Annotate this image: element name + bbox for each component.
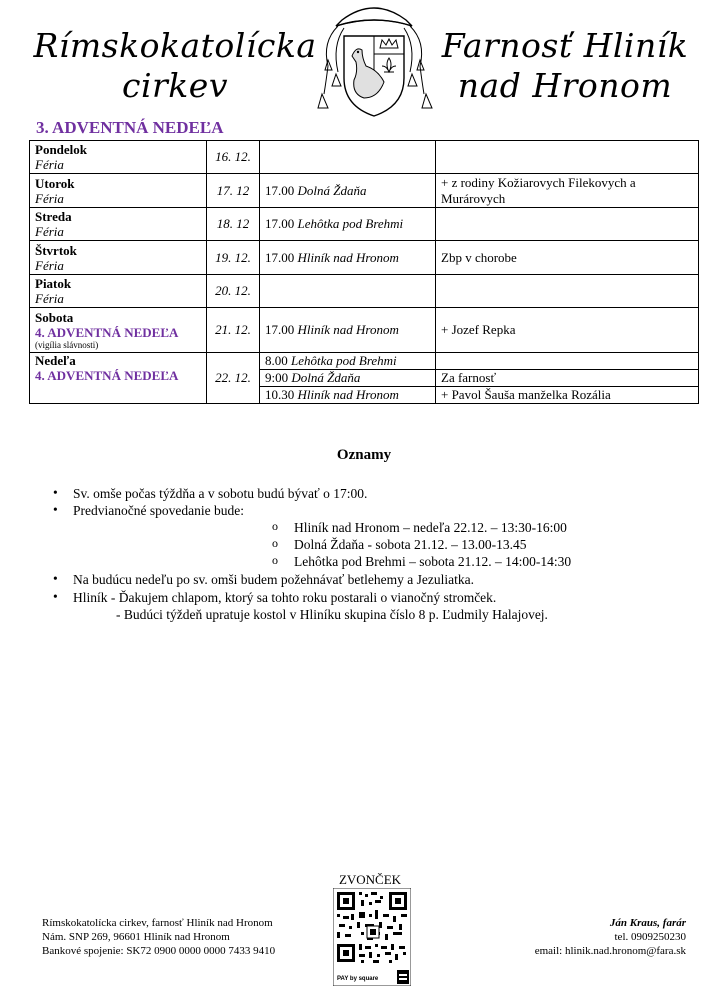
list-item [272,536,527,553]
day-name: Sobota [35,310,74,325]
intention-cell: + Pavol Šauša manželka Rozália [436,387,699,404]
mass-time: 17.00 [265,322,295,337]
table-row [30,174,699,208]
intention-cell [436,141,699,174]
date-cell: 19. 12. [207,241,260,275]
mass-time: 8.00 [265,353,288,368]
day-cell [30,208,207,241]
day-name: Streda [35,209,72,224]
circle-bullet-icon: o [272,536,278,550]
intention-cell [436,275,699,308]
header-right-line2: nad Hronom [457,66,673,105]
date-cell: 20. 12. [207,275,260,308]
announcement-text: Na budúcu nedeľu po sv. omši budem požehnávať betlehemy a Jezuliatka. [73,572,475,587]
qr-code-icon [333,888,411,986]
coat-of-arms-icon [308,2,440,120]
mass-time: 17.00 [265,182,295,198]
day-cell [30,353,207,404]
week-title: 3. ADVENTNÁ NEDEĽA [36,118,224,137]
circle-bullet-icon: o [272,553,278,567]
table-row [30,308,699,353]
footer-address [42,916,275,958]
day-sub: Féria [35,291,64,306]
table-row [30,353,699,370]
date-cell: 16. 12. [207,141,260,174]
footer-phone: tel. 0909250230 [614,931,686,943]
time-cell [260,241,436,275]
day-sub: 4. ADVENTNÁ NEDEĽA [35,368,179,383]
announcements-title: Oznamy [336,447,392,463]
list-item [116,607,548,623]
day-cell [30,174,207,208]
day-cell [30,141,207,174]
date-cell: 18. 12 [207,208,260,241]
mass-place: Hliník nad Hronom [297,387,399,402]
list-item [53,571,475,588]
day-sub: Féria [35,157,64,172]
day-name: Nedeľa [35,353,76,368]
list-item [53,589,497,606]
day-sub: 4. ADVENTNÁ NEDEĽA [35,325,179,340]
circle-bullet-icon: o [272,519,278,533]
intention-cell: Za farnosť [436,370,699,387]
day-cell [30,275,207,308]
header-right [430,26,700,106]
confession-text: Dolná Ždaňa - sobota 21.12. – 13.00-13.45 [294,537,527,552]
day-name: Štvrtok [35,242,77,258]
date-cell: 21. 12. [207,308,260,353]
list-item [272,519,567,536]
mass-time: 17.00 [265,216,295,231]
footer-bank: Bankové spojenie: SK72 0900 0000 0000 7433 9410 [42,945,276,957]
time-cell [260,275,436,308]
zvoncek-label: ZVONČEK [338,872,402,887]
confession-text: Hliník nad Hronom – nedeľa 22.12. – 13:30-16:00 [294,520,567,535]
list-item [53,485,368,502]
table-row [30,141,699,174]
table-row [30,241,699,275]
header-left-line2: cirkev [122,66,228,105]
mass-time: 10.30 [265,387,295,402]
intention-cell: + z rodiny Kožiarovych Filekovych a Murárovych [436,174,699,208]
list-item [272,553,572,570]
time-cell [260,308,436,353]
time-cell [260,387,436,404]
announcement-label: Hliník [73,590,108,605]
date-cell: 22. 12. [207,353,260,404]
table-row [30,275,699,308]
footer-parish: Rímskokatolícka cirkev, farnosť Hliník nad Hronom [42,917,273,929]
time-cell [260,353,436,370]
table-row [30,208,699,241]
time-cell [260,174,436,208]
mass-place: Lehôtka pod Brehmi [291,353,397,368]
bullet-icon: • [53,571,58,586]
date-cell: 17. 12 [207,174,260,208]
list-item [53,502,244,519]
time-cell [260,208,436,241]
mass-time: 9:00 [265,370,289,385]
day-sub: Féria [35,224,64,239]
announcement-text: - Ďakujem chlapom, ktorý sa tohto roku postarali o vianočný stromček. [110,590,497,605]
day-cell [30,241,207,275]
mass-schedule-table [29,140,699,404]
day-cell [30,308,207,353]
announcement-text: Predvianočné spovedanie bude: [73,503,244,518]
intention-cell: + Jozef Repka [436,308,699,353]
footer-contact [535,916,686,958]
day-sub: Féria [35,257,64,273]
intention-cell: Zbp v chorobe [436,241,699,275]
bullet-icon: • [53,485,58,500]
announcement-text: - Budúci týždeň upratuje kostol v Hliníku skupina číslo 8 p. Ľudmily Halajovej. [116,607,548,622]
announcement-text: Sv. omše počas týždňa a v sobotu budú bývať o 17:00. [73,486,368,501]
time-cell [260,141,436,174]
day-name: Piatok [35,276,72,291]
mass-time: 17.00 [265,249,295,265]
pay-by-square-label: PAY by square [337,976,379,982]
bullet-icon: • [53,502,58,517]
time-cell [260,370,436,387]
vigil-note: (vigília slávnosti) [35,340,99,350]
day-name: Pondelok [35,142,88,157]
mass-place: Hliník nad Hronom [297,249,399,265]
intention-cell [436,208,699,241]
intention-cell [436,353,699,370]
mass-place: Hliník nad Hronom [297,322,399,337]
bullet-icon: • [53,589,58,604]
footer-street: Nám. SNP 269, 96601 Hliník nad Hronom [42,931,230,943]
mass-place: Lehôtka pod Brehmi [297,216,404,231]
mass-place: Dolná Ždaňa [291,370,361,385]
mass-place: Dolná Ždaňa [297,182,367,198]
day-sub: Féria [35,190,64,206]
header-left-line1: Rímskokatolícka [33,26,317,65]
confession-text: Lehôtka pod Brehmi – sobota 21.12. – 14:00-14:30 [294,554,572,569]
footer-email[interactable]: email: hlinik.nad.hronom@fara.sk [534,945,686,957]
footer-priest-name: Ján Kraus, farár [609,917,686,929]
day-name: Utorok [35,175,75,191]
header-right-line1: Farnosť Hliník [441,26,689,65]
header-left [30,26,320,106]
